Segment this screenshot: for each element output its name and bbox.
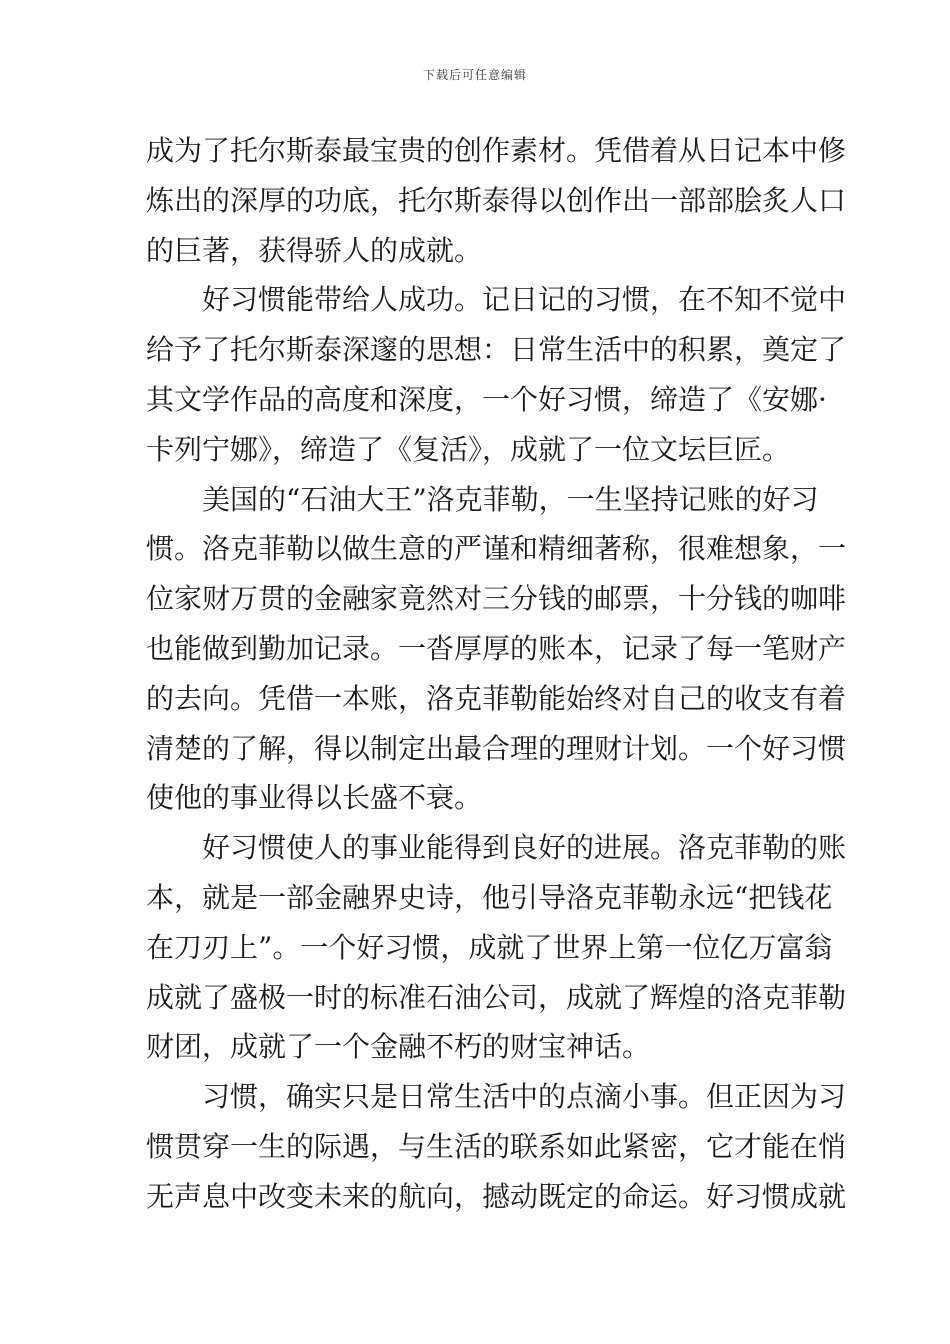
text-line: 成就了盛极一时的标准石油公司，成就了辉煌的洛克菲勒: [146, 980, 847, 1014]
text-line: 美国的“石油大王”洛克菲勒，一生坚持记账的好习: [202, 482, 819, 516]
text-line: 的去向。凭借一本账，洛克菲勒能始终对自己的收支有着: [146, 681, 847, 715]
text-line: 位家财万贯的金融家竟然对三分钱的邮票，十分钱的咖啡: [146, 582, 847, 616]
paragraph: [146, 126, 847, 275]
text-line: 也能做到勤加记录。一沓厚厚的账本，记录了每一笔财产: [146, 631, 847, 665]
paragraph: [146, 275, 847, 474]
text-line: 习惯，确实只是日常生活中的点滴小事。但正因为习: [202, 1080, 847, 1114]
text-line: 好习惯使人的事业能得到良好的进展。洛克菲勒的账: [202, 831, 847, 865]
text-line: 惯贯穿一生的际遇，与生活的联系如此紧密，它才能在悄: [146, 1129, 847, 1163]
text-line: 的巨著，获得骄人的成就。: [146, 233, 483, 267]
text-line: 清楚的了解，得以制定出最合理的理财计划。一个好习惯: [146, 731, 847, 765]
text-line: 炼出的深厚的功底，托尔斯泰得以创作出一部部脍炙人口: [146, 183, 847, 217]
text-line: 其文学作品的高度和深度，一个好习惯，缔造了《安娜·: [146, 382, 827, 416]
text-line: 使他的事业得以长盛不衰。: [146, 781, 483, 815]
text-line: 好习惯能带给人成功。记日记的习惯，在不知不觉中: [202, 283, 847, 317]
text-line: 成为了托尔斯泰最宝贵的创作素材。凭借着从日记本中修: [146, 134, 847, 167]
text-line: 无声息中改变未来的航向，撼动既定的命运。好习惯成就: [146, 1179, 847, 1213]
text-line: 给予了托尔斯泰深邃的思想：日常生活中的积累，奠定了: [146, 333, 847, 367]
document-body: [146, 126, 847, 1222]
text-line: 卡列宁娜》，缔造了《复活》，成就了一位文坛巨匠。: [146, 432, 791, 466]
text-line: 惯。洛克菲勒以做生意的严谨和精细著称，很难想象，一: [146, 532, 847, 566]
text-line: 在刀刃上”。一个好习惯，成就了世界上第一位亿万富翁: [146, 930, 833, 964]
paragraph: [146, 475, 847, 824]
text-line: 本，就是一部金融界史诗，他引导洛克菲勒永远“把钱花: [146, 880, 833, 914]
paragraph: [146, 823, 847, 1072]
text-line: 财团，成就了一个金融不朽的财宝神话。: [146, 1030, 651, 1064]
page-header-note: 下载后可任意编辑: [422, 68, 527, 82]
paragraph: [146, 1072, 847, 1221]
